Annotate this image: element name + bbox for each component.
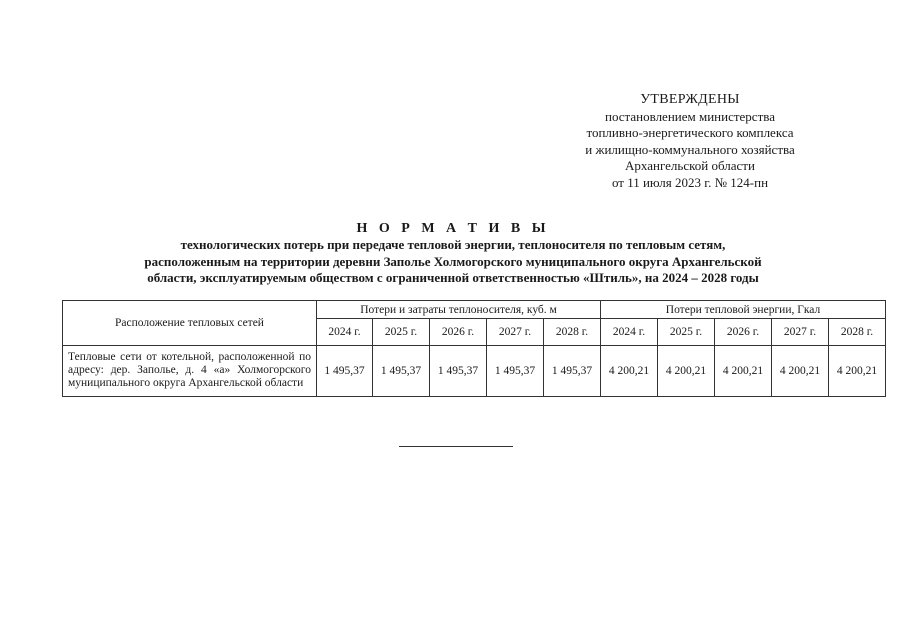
year-header: 2025 г. (373, 319, 430, 346)
table-row (63, 346, 886, 397)
document-title-block (62, 220, 844, 287)
coolant-losses-header: Потери и затраты теплоносителя, куб. м (317, 301, 601, 319)
coolant-value-cell: 1 495,37 (544, 346, 601, 397)
approval-line: топливно-энергетического комплекса (586, 125, 794, 140)
location-column-header: Расположение тепловых сетей (63, 301, 317, 346)
year-header: 2025 г. (658, 319, 715, 346)
year-header: 2027 г. (772, 319, 829, 346)
approval-heading: УТВЕРЖДЕНЫ (640, 92, 740, 107)
document-subtitle-line: расположенным на территории деревни Заполье Холмогорского муниципального округа Архангельской (144, 253, 762, 269)
location-cell: Тепловые сети от котельной, расположенной по адресу: дер. Заполье, д. 4 «а» Холмогорского муниципального округа Архангельской области (63, 346, 317, 397)
heat-value-cell: 4 200,21 (829, 346, 886, 397)
document-subtitle-line: технологических потерь при передаче тепловой энергии, теплоносителя по тепловым сетям, (180, 237, 726, 252)
closing-divider (399, 446, 513, 447)
coolant-value-cell: 1 495,37 (373, 346, 430, 397)
year-header: 2028 г. (544, 319, 601, 346)
approval-line: от 11 июля 2023 г. № 124-пн (611, 174, 769, 190)
norms-table (62, 300, 886, 397)
approval-stamp (560, 92, 820, 191)
table-header-row (63, 301, 886, 319)
approval-line: постановлением министерства (604, 108, 775, 124)
year-header: 2026 г. (430, 319, 487, 346)
year-header: 2027 г. (487, 319, 544, 346)
approval-line: Архангельской области (625, 158, 755, 173)
year-header: 2026 г. (715, 319, 772, 346)
heat-value-cell: 4 200,21 (601, 346, 658, 397)
coolant-value-cell: 1 495,37 (430, 346, 487, 397)
document-subtitle-line: области, эксплуатируемым обществом с ограниченной ответственностью «Штиль», на 2024 – 2028 годы (147, 270, 759, 285)
coolant-value-cell: 1 495,37 (487, 346, 544, 397)
year-header: 2028 г. (829, 319, 886, 346)
heat-value-cell: 4 200,21 (658, 346, 715, 397)
year-header: 2024 г. (601, 319, 658, 346)
approval-line: и жилищно-коммунального хозяйства (585, 141, 795, 157)
coolant-value-cell: 1 495,37 (317, 346, 373, 397)
heat-losses-header: Потери тепловой энергии, Гкал (601, 301, 886, 319)
document-title: Н О Р М А Т И В Ы (356, 221, 550, 236)
heat-value-cell: 4 200,21 (715, 346, 772, 397)
heat-value-cell: 4 200,21 (772, 346, 829, 397)
year-header: 2024 г. (317, 319, 373, 346)
